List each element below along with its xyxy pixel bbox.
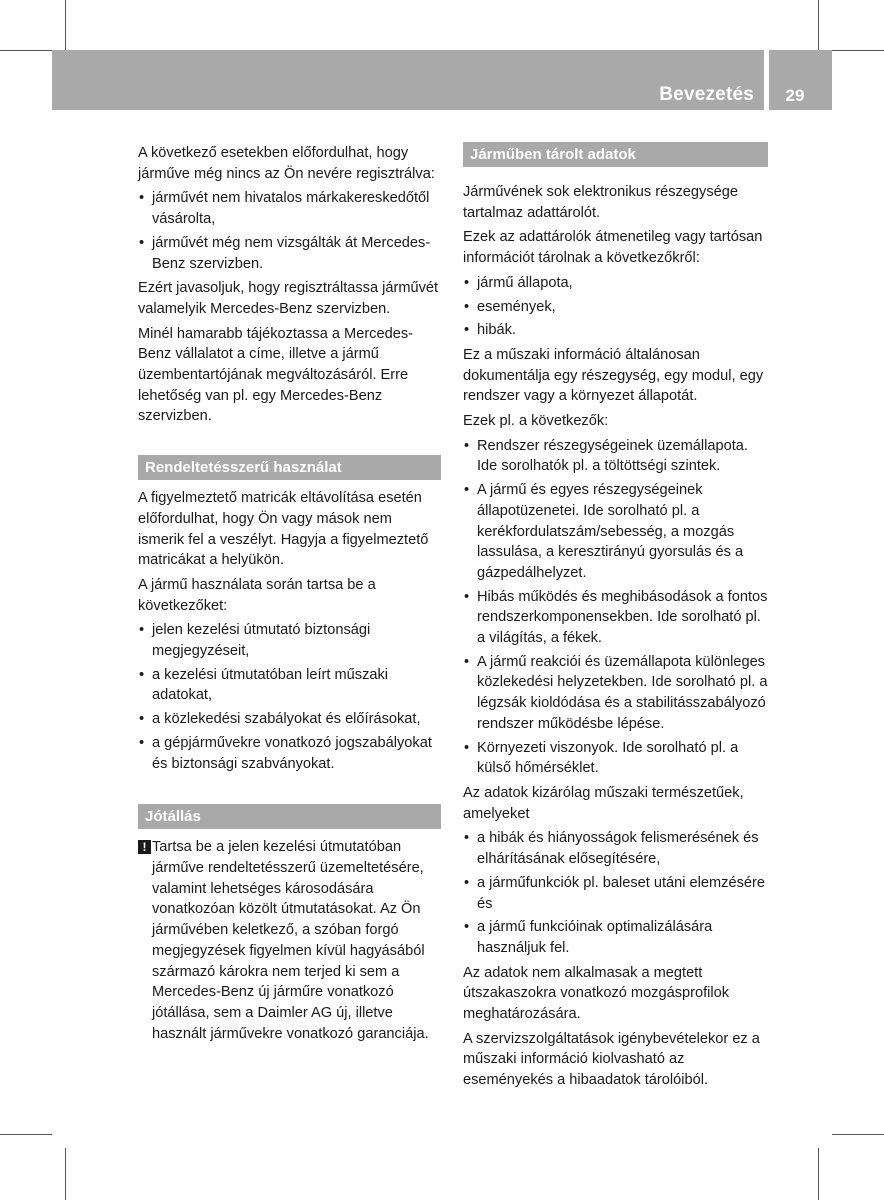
list-item: • járművét nem hivatalos márkakereskedőtől vásárolta,	[138, 188, 441, 229]
crop-mark	[65, 1148, 66, 1200]
paragraph: A jármű használata során tartsa be a következőket:	[138, 576, 376, 614]
right-column	[463, 142, 768, 1095]
list-item: • a hibák és hiányosságok felismerésének és elhárításának elősegítésére,	[463, 828, 768, 869]
list-item: • Hibás működés és meghibásodások a fontos rendszerkomponensekben. Ide sorolható pl. a világítás, a fékek.	[463, 587, 768, 649]
list-item: • hibák.	[463, 320, 768, 341]
chapter-title: Bevezetés	[659, 84, 754, 105]
list-item: • a jármű funkcióinak optimalizálására használjuk fel.	[463, 917, 768, 958]
exclamation-icon: !	[138, 840, 151, 854]
paragraph: A figyelmeztető matricák eltávolítása esetén előfordulhat, hogy Ön vagy mások nem ismerik fel a veszélyt. Hagyja a figyelmeztető matricákat a helyükön.	[138, 490, 429, 569]
crop-mark	[832, 1134, 884, 1135]
list-item: • Rendszer részegységeinek üzemállapota. Ide sorolhatók pl. a töltöttségi szintek.	[463, 436, 768, 477]
paragraph: Ez a műszaki információ általánosan dokumentálja egy részegység, egy modul, egy rendszer vagy a környezet állapotát.	[463, 346, 764, 405]
usage-list	[138, 620, 441, 774]
intro-paragraph: A következő esetekben előfordulhat, hogy járműve még nincs az Ön nevére regisztrálva:	[138, 145, 435, 182]
crop-mark	[65, 0, 66, 50]
list-item: • a kezelési útmutatóban leírt műszaki adatokat,	[138, 665, 441, 706]
header-bar	[52, 50, 764, 110]
section-heading-intended-use: Rendeltetésszerű használat	[138, 455, 441, 480]
list-item: • járművét még nem vizsgálták át Mercedes-Benz szervizben.	[138, 233, 441, 274]
paragraph: A szervizszolgáltatások igénybevételekor ez a műszaki információ kiolvasható az eseményekés a hibaadatok tárolóiból.	[463, 1030, 760, 1089]
left-column	[138, 143, 441, 1048]
list-item: • A jármű és egyes részegységeinek állapotüzenetei. Ide sorolható pl. a kerékfordulatszám/sebesség, a mozgás lassulása, a keresztirányú gyorsulás és a gázpedálhelyzet.	[463, 480, 768, 584]
paragraph: Ezek az adattárolók átmenetileg vagy tartósan információt tárolnak a következőkről:	[463, 229, 763, 267]
purpose-list	[463, 828, 768, 958]
paragraph: Járművének sok elektronikus részegysége tartalmaz adattárolót.	[463, 184, 738, 221]
list-item: • jármű állapota,	[463, 273, 768, 294]
crop-mark	[0, 50, 52, 51]
list-item: • A jármű reakciói és üzemállapota különleges közlekedési helyzetekben. Ide sorolható pl. a légzsák kioldódása és a stabilitásszabályozó rendszer működésbe lépése.	[463, 652, 768, 735]
crop-mark	[832, 50, 884, 51]
paragraph: Ezért javasoljuk, hogy regisztráltassa járművét valamelyik Mercedes-Benz szervizben.	[138, 280, 439, 317]
crop-mark	[818, 1148, 819, 1200]
page-number-box	[769, 50, 832, 110]
section-heading-stored-data: Járműben tárolt adatok	[463, 142, 768, 167]
list-item: • jelen kezelési útmutató biztonsági megjegyzéseit,	[138, 620, 441, 661]
paragraph: Az adatok nem alkalmasak a megtett útszakaszokra vonatkozó mozgásprofilok meghatározására.	[463, 964, 730, 1023]
list-item: • események,	[463, 297, 768, 318]
list-item: • a közlekedési szabályokat és előírásokat,	[138, 709, 441, 730]
crop-mark	[818, 0, 819, 50]
crop-mark	[0, 1134, 52, 1135]
paragraph: Az adatok kizárólag műszaki természetűek, amelyeket	[463, 784, 744, 822]
warning-text: Tartsa be a jelen kezelési útmutatóban járműve rendeltetésszerű üzemeltetésére, valamint lehetséges károsodására vonatkozóan közölt útmutatásokat. Az Ön járművében keletkező, a szóban forgó megjegyzések figyelmen kívül hagyásából származó károkra nem terjed ki sem a Mercedes-Benz új járműre vonatkozó jótállása, sem a Daimler AG új, illetve használt járművekre vonatkozó garanciája.	[152, 839, 429, 1042]
list-item: • Környezeti viszonyok. Ide sorolható pl. a külső hőmérséklet.	[463, 738, 768, 779]
page-number: 29	[785, 86, 805, 105]
paragraph: Ezek pl. a következők:	[463, 413, 609, 430]
section-heading-warranty: Jótállás	[138, 804, 441, 829]
registration-list	[138, 188, 441, 274]
list-item: • a járműfunkciók pl. baleset utáni elemzésére és	[463, 873, 768, 914]
paragraph: Minél hamarabb tájékoztassa a Mercedes-Benz vállalatot a címe, illetve a jármű üzembentartójának megváltozásáról. Erre lehetőség van pl. egy Mercedes-Benz szervizben.	[138, 325, 413, 425]
examples-list	[463, 436, 768, 779]
stored-items-list	[463, 273, 768, 341]
warranty-notice	[138, 837, 441, 1044]
list-item: • a gépjárművekre vonatkozó jogszabályokat és biztonsági szabványokat.	[138, 733, 441, 774]
